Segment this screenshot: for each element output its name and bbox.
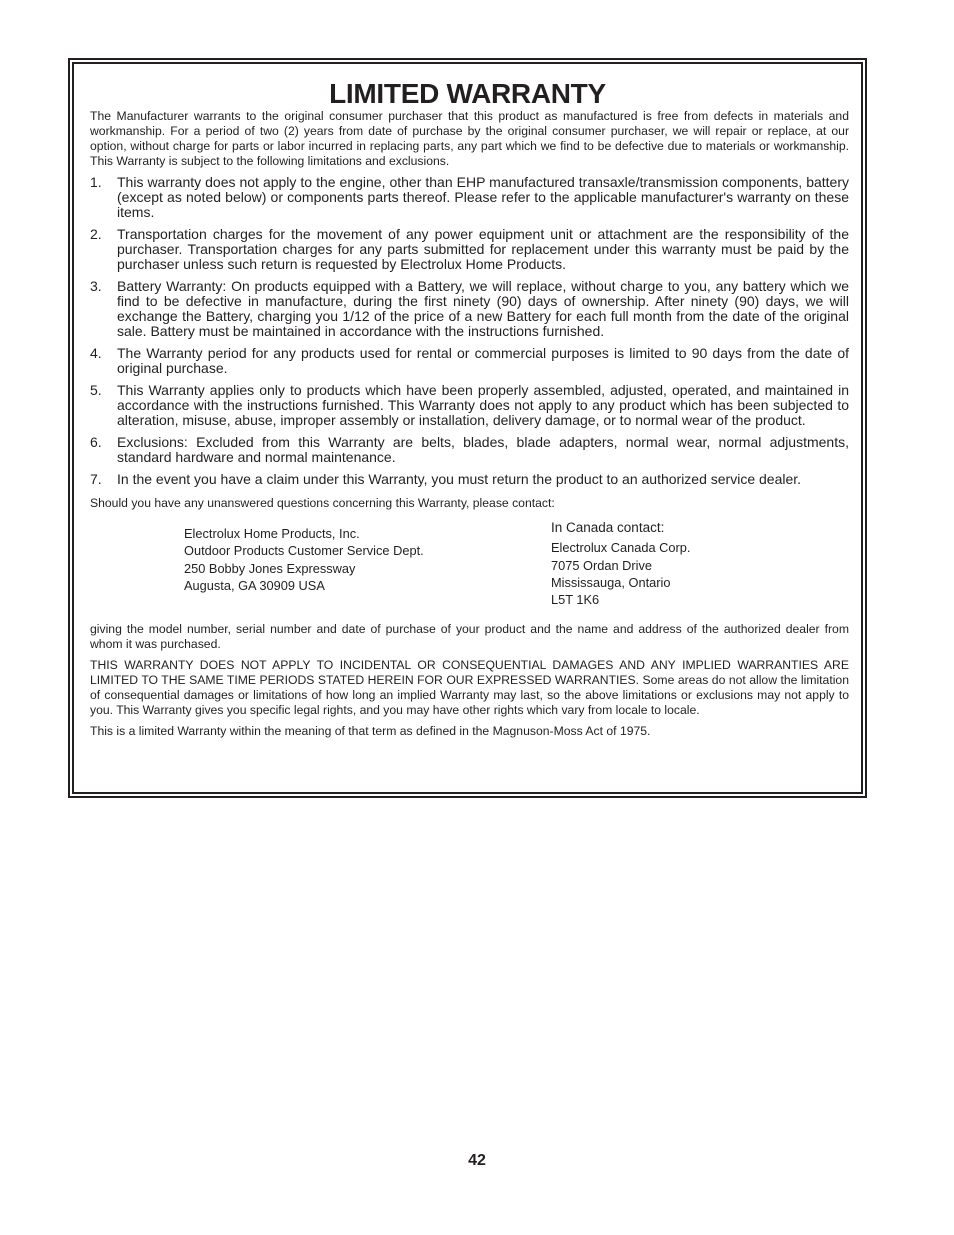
list-item-text: This Warranty applies only to products which have been properly assembled, adjusted, operated, and maintained in accordance with the instructions furnished. This Warranty does not apply to any product which has been subjected to alteration, misuse, abuse, improper assembly or installation, delivery damage, or to normal wear of the product.	[117, 382, 849, 428]
list-item	[90, 279, 849, 339]
list-item-text: Exclusions: Excluded from this Warranty are belts, blades, blade adapters, normal wear, normal adjustments, standard hardware and normal maintenance.	[117, 434, 849, 465]
page-number: 42	[468, 1152, 486, 1169]
list-item	[90, 227, 849, 272]
list-item-number: 5.	[90, 382, 102, 398]
warranty-frame-outer	[68, 58, 867, 798]
canada-address-line: Mississauga, Ontario	[551, 574, 671, 590]
magnuson-moss-text: This is a limited Warranty within the meaning of that term as defined in the Magnuson-Moss Act of 1975.	[90, 724, 651, 738]
list-item-number: 2.	[90, 226, 102, 242]
us-address-line: 250 Bobby Jones Expressway	[184, 560, 356, 576]
list-item	[90, 383, 849, 428]
list-item-text: This warranty does not apply to the engine, other than EHP manufactured transaxle/transmission components, battery (except as noted below) or components parts thereof. Please refer to the applicable manufacturer's warranty on these items.	[117, 174, 849, 220]
us-address	[184, 525, 424, 594]
list-item	[90, 346, 849, 376]
warranty-intro: The Manufacturer warrants to the original consumer purchaser that this product as manufactured is free from defects in materials and workmanship. For a period of two (2) years from date of purchase by the original consumer purchaser, we will repair or replace, at our option, without charge for parts or labor incurred in replacing parts, any part which we find to be defective due to materials or workmanship. This Warranty is subject to the following limitations and exclusions.	[90, 109, 849, 168]
canada-address-line: 7075 Ordan Drive	[551, 557, 653, 573]
list-item	[90, 175, 849, 220]
list-item-text: Transportation charges for the movement of any power equipment unit or attachment are the responsibility of the purchaser. Transportation charges for any parts submitted for replacement under this warranty must be paid by the purchaser unless such return is requested by Electrolux Home Products.	[117, 226, 849, 272]
list-item	[90, 435, 849, 465]
list-item	[90, 472, 849, 487]
list-item-number: 6.	[90, 434, 102, 450]
canada-address	[551, 519, 690, 608]
canada-address-line: L5T 1K6	[551, 592, 600, 608]
us-address-line: Augusta, GA 30909 USA	[184, 577, 325, 593]
warranty-items-list	[90, 175, 849, 487]
us-address-line: Outdoor Products Customer Service Dept.	[184, 543, 424, 559]
list-item-text: Battery Warranty: On products equipped with a Battery, we will replace, without charge to you, any battery which we find to be defective in manufacture, during the first ninety (90) days of ownership. After ninety (90) days, we will exchange the Battery, charging you 1/12 of the price of a new Battery for each full month from the date of the original sale. Battery must be maintained in accordance with the instructions furnished.	[117, 278, 849, 339]
giving-details-text: giving the model number, serial number and date of purchase of your product and the name and address of the authorized dealer from whom it was purchased.	[90, 622, 849, 651]
canada-address-line: Electrolux Canada Corp.	[551, 540, 691, 556]
list-item-number: 1.	[90, 174, 102, 190]
disclaimer-text: THIS WARRANTY DOES NOT APPLY TO INCIDENTAL OR CONSEQUENTIAL DAMAGES AND ANY IMPLIED WARRANTIES ARE LIMITED TO THE SAME TIME PERIODS STATED HEREIN FOR OUR EXPRESSED WARRANTIES. Some areas do not allow the limitation of consequential damages or limitations of how long an implied Warranty may last, so the above limitations or exclusions may not apply to you. This Warranty gives you specific legal rights, and you may have other rights which vary from locale to locale.	[90, 658, 849, 717]
warranty-content	[90, 109, 849, 739]
contact-addresses	[90, 515, 849, 611]
list-item-text: In the event you have a claim under this Warranty, you must return the product to an authorized service dealer.	[117, 471, 802, 487]
canada-contact-header: In Canada contact:	[551, 520, 665, 535]
list-item-text: The Warranty period for any products used for rental or commercial purposes is limited to 90 days from the date of original purchase.	[117, 345, 849, 376]
list-item-number: 7.	[90, 471, 102, 487]
us-address-line: Electrolux Home Products, Inc.	[184, 526, 360, 541]
warranty-frame-inner	[72, 62, 863, 794]
list-item-number: 4.	[90, 345, 102, 361]
list-item-number: 3.	[90, 278, 102, 294]
page-title: LIMITED WARRANTY	[329, 78, 606, 109]
contact-prompt: Should you have any unanswered questions concerning this Warranty, please contact:	[90, 496, 555, 510]
